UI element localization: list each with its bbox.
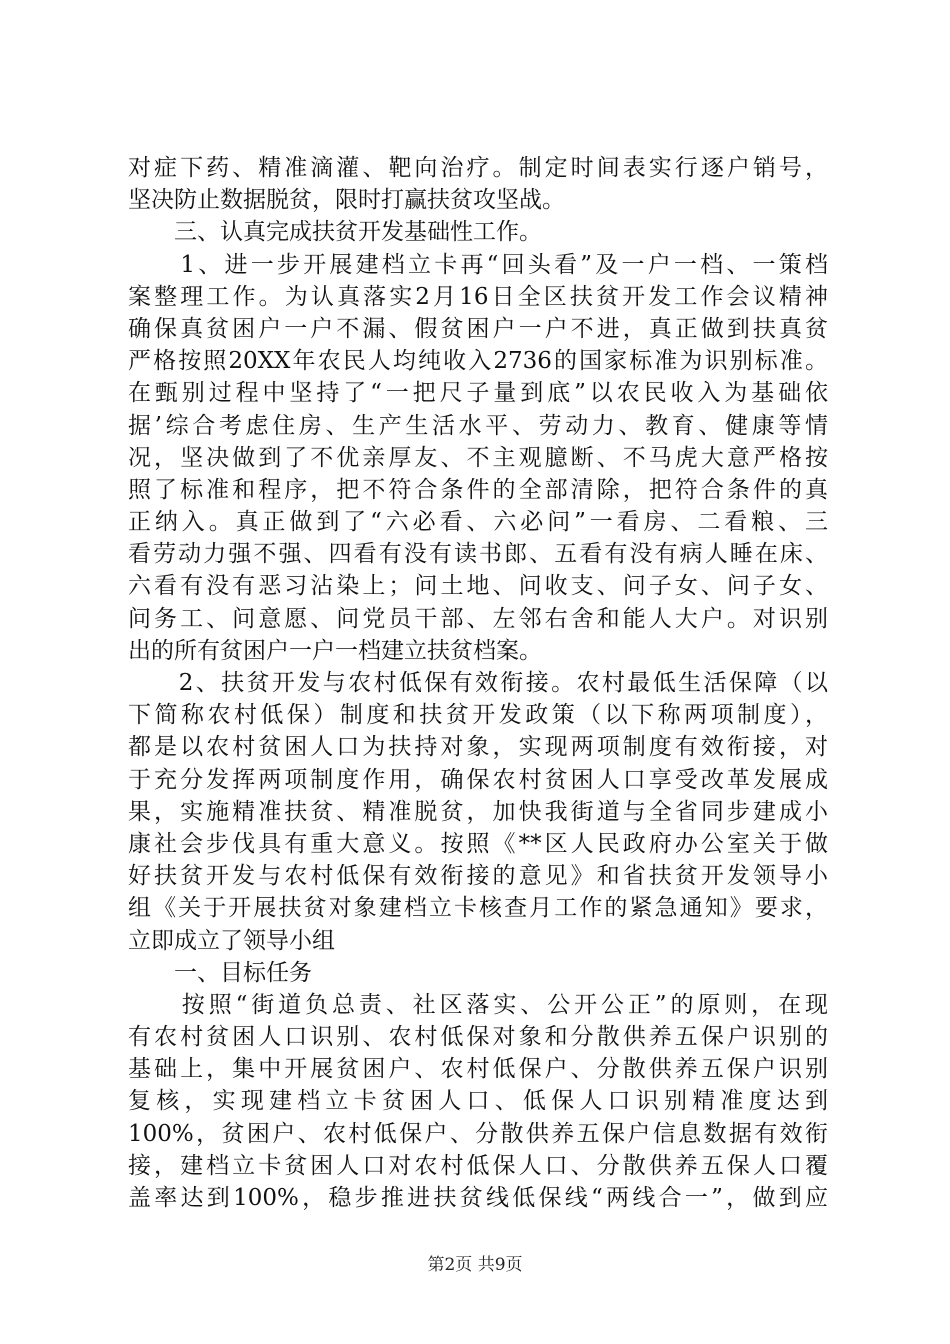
text-line: 一、目标任务 (128, 959, 312, 986)
text-line: 在甄别过程中坚持了“一把尺子量到底”以农民收入为基础依 (128, 380, 828, 407)
text-line: 100%，贫困户、农村低保户、分散供养五保户信息数据有效衔 (128, 1120, 828, 1147)
text-line: 出的所有贫困户一户一档建立扶贫档案。 (128, 637, 542, 664)
text-line: 盖率达到100%，稳步推进扶贫线低保线“两线合一”，做到应 (128, 1185, 828, 1211)
text-line: 六看有没有恶习沾染上；问土地、问收支、问子女、问子女、 (128, 573, 828, 600)
text-line: 三、认真完成扶贫开发基础性工作。 (128, 219, 542, 246)
text-line: 下简称农村低保）制度和扶贫开发政策（以下称两项制度）， (128, 702, 828, 729)
text-line: 据’综合考虑住房、生产生活水平、劳动力、教育、健康等情 (128, 412, 828, 439)
document-body (128, 152, 828, 1214)
text-line: 对症下药、精准滴灌、靶向治疗。制定时间表实行逐户销号， (128, 155, 828, 181)
text-line: 看劳动力强不强、四看有没有读书郎、五看有没有病人睡在床、 (128, 541, 828, 568)
text-line: 有农村贫困人口识别、农村低保对象和分散供养五保户识别的 (128, 1024, 828, 1051)
text-line: 况，坚决做到了不优亲厚友、不主观臆断、不马虎大意严格按 (128, 444, 828, 471)
text-line: 1、进一步开展建档立卡再“回头看”及一户一档、一策档 (128, 251, 828, 278)
text-line: 确保真贫困户一户不漏、假贫困户一户不进，真正做到扶真贫 (128, 315, 828, 342)
text-line: 组《关于开展扶贫对象建档立卡核查月工作的紧急通知》要求， (128, 895, 828, 922)
text-line: 照了标准和程序，把不符合条件的全部清除，把符合条件的真 (128, 476, 828, 503)
text-line: 于充分发挥两项制度作用，确保农村贫困人口享受改革发展成 (128, 766, 828, 793)
text-line: 严格按照20XX年农民人均纯收入2736的国家标准为识别标准。 (128, 348, 828, 375)
page-footer: 第2页 共9页 (427, 1255, 523, 1275)
text-line: 都是以农村贫困人口为扶持对象，实现两项制度有效衔接，对 (128, 734, 828, 761)
text-line: 复核，实现建档立卡贫困人口、低保人口识别精准度达到 (128, 1088, 828, 1115)
text-line: 好扶贫开发与农村低保有效衔接的意见》和省扶贫开发领导小 (128, 863, 828, 890)
text-line: 接，建档立卡贫困人口对农村低保人口、分散供养五保人口覆 (128, 1152, 828, 1179)
text-line: 坚决防止数据脱贫，限时打赢扶贫攻坚战。 (128, 187, 565, 214)
text-line: 基础上，集中开展贫困户、农村低保户、分散供养五保户识别 (128, 1056, 828, 1083)
text-line: 果，实施精准扶贫、精准脱贫，加快我街道与全省同步建成小 (128, 798, 828, 825)
text-line: 问务工、问意愿、问党员干部、左邻右舍和能人大户。对识别 (128, 605, 828, 632)
text-line: 2、扶贫开发与农村低保有效衔接。农村最低生活保障（以 (128, 670, 828, 696)
text-line: 康社会步伐具有重大意义。按照《**区人民政府办公室关于做 (128, 830, 828, 857)
text-line: 立即成立了领导小组 (128, 927, 335, 954)
text-line: 正纳入。真正做到了“六必看、六必问”一看房、二看粮、三 (128, 509, 828, 536)
text-line: 按照“街道负总责、社区落实、公开公正”的原则，在现 (128, 991, 828, 1018)
text-line: 案整理工作。为认真落实2月16日全区扶贫开发工作会议精神 (128, 283, 828, 310)
